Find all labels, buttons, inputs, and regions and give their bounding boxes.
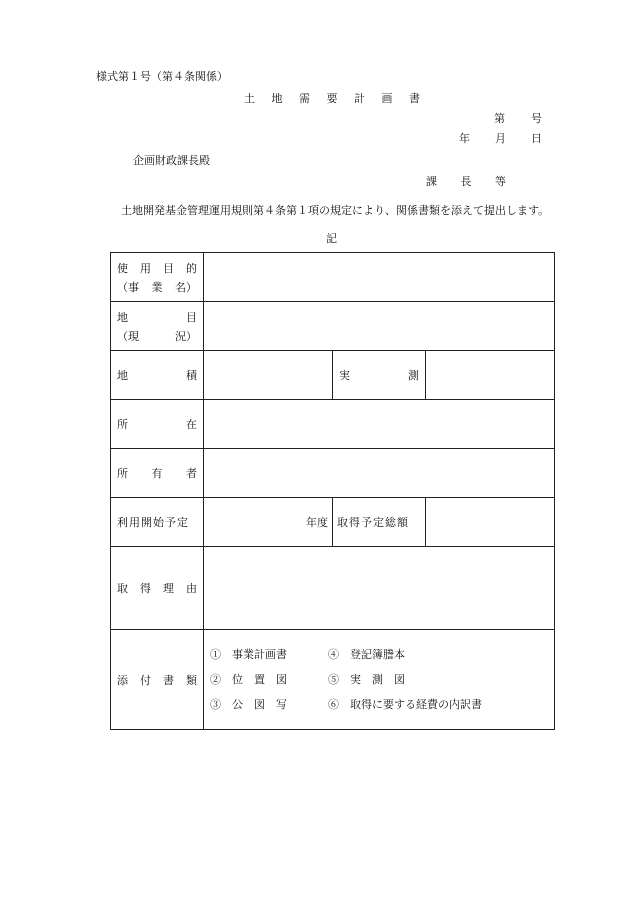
ki-mark: 記 xyxy=(326,232,337,245)
document-date xyxy=(459,130,542,146)
attachment-item: ⑤ 実 測 図 xyxy=(328,673,405,686)
survey-value-field[interactable] xyxy=(426,351,555,400)
sender-char: 長 xyxy=(460,175,472,188)
owner-value-field[interactable] xyxy=(204,449,555,498)
date-char: 月 xyxy=(495,132,506,145)
attachment-item: ③ 公 図 写 xyxy=(210,698,287,711)
sender-char: 等 xyxy=(495,175,506,188)
title-char: 地 xyxy=(271,92,283,105)
attachments-label: 添 付 書 類 xyxy=(111,630,204,730)
location-value-field[interactable] xyxy=(204,400,555,449)
land-demand-form-table xyxy=(110,252,555,730)
purpose-value-field[interactable] xyxy=(204,253,555,302)
attachment-item: ④ 登記簿謄本 xyxy=(328,648,405,661)
sender xyxy=(426,173,506,189)
title-char: 需 xyxy=(299,92,310,105)
attachment-item: ② 位 置 図 xyxy=(210,673,287,686)
number-char: 第 xyxy=(494,112,505,125)
fiscal-year-suffix: 年度 xyxy=(306,516,328,529)
chimoku-label: 地 目 （現 況） xyxy=(111,302,204,351)
row-purpose xyxy=(111,253,555,302)
sender-char: 課 xyxy=(426,175,437,188)
row-area xyxy=(111,351,555,400)
row-chimoku xyxy=(111,302,555,351)
document-number xyxy=(494,110,542,126)
total-label: 取得予定総額 xyxy=(333,498,426,547)
title-char: 要 xyxy=(326,92,338,105)
number-char: 号 xyxy=(531,112,542,125)
purpose-label: 使 用 目 的 （事 業 名） xyxy=(111,253,204,302)
title-char: 書 xyxy=(409,92,420,105)
reason-value-field[interactable] xyxy=(204,547,555,630)
start-label: 利用開始予定 xyxy=(111,498,204,547)
form-number: 様式第１号（第４条関係） xyxy=(96,70,228,83)
reason-label: 取 得 理 由 xyxy=(111,547,204,630)
date-char: 年 xyxy=(459,132,470,145)
chimoku-value-field[interactable] xyxy=(204,302,555,351)
total-value-field[interactable] xyxy=(426,498,555,547)
owner-label: 所 有 者 xyxy=(111,449,204,498)
title-char: 計 xyxy=(354,92,365,105)
location-label: 所 在 xyxy=(111,400,204,449)
area-value-field[interactable] xyxy=(204,351,333,400)
attachment-item: ⑥ 取得に要する経費の内訳書 xyxy=(328,698,482,711)
document-title xyxy=(244,90,420,106)
attachment-item: ① 事業計画書 xyxy=(210,648,287,661)
survey-label: 実 測 xyxy=(333,351,426,400)
row-start xyxy=(111,498,555,547)
title-char: 土 xyxy=(244,92,255,105)
statement: 土地開発基金管理運用規則第４条第１項の規定により、関係書類を添えて提出します。 xyxy=(121,204,550,217)
area-label: 地 積 xyxy=(111,351,204,400)
addressee: 企画財政課長殿 xyxy=(133,154,210,167)
row-owner xyxy=(111,449,555,498)
date-char: 日 xyxy=(531,132,542,145)
row-reason xyxy=(111,547,555,630)
row-attachments xyxy=(111,630,555,730)
start-value-field[interactable] xyxy=(204,498,333,547)
attachments-list xyxy=(204,630,555,730)
row-location xyxy=(111,400,555,449)
title-char: 画 xyxy=(381,92,393,105)
